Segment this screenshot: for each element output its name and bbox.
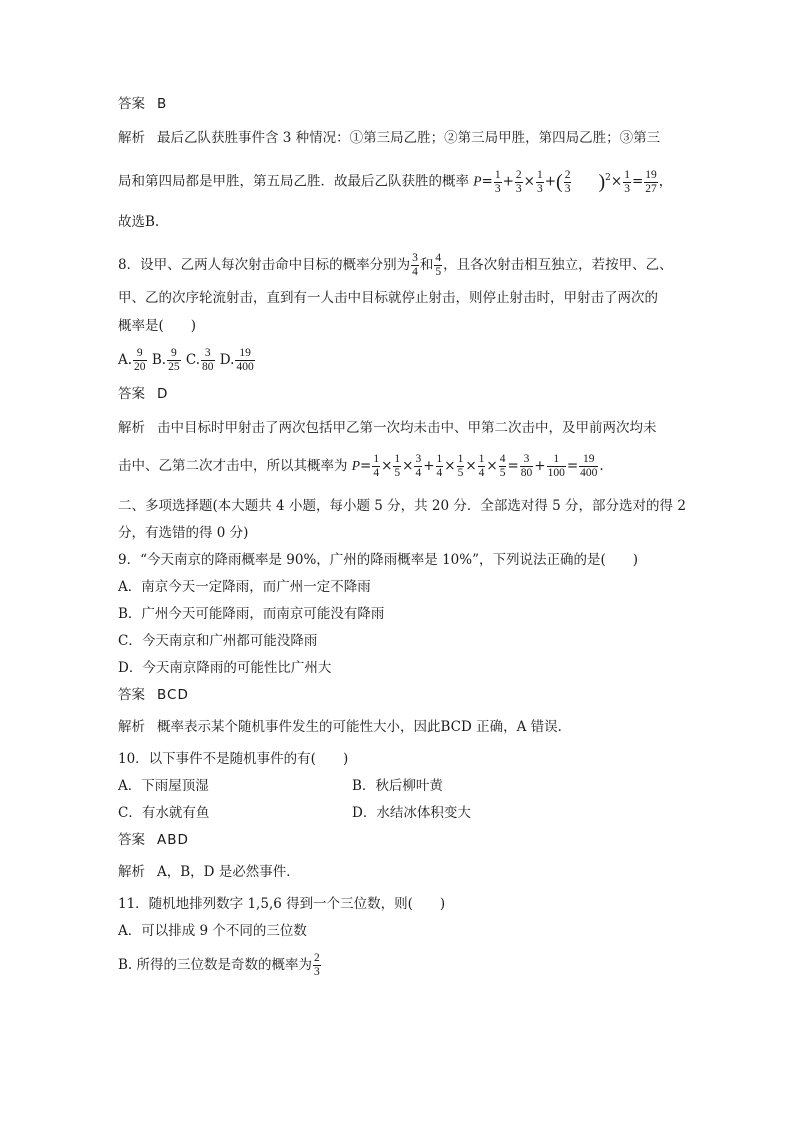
section2-heading-line1: 二、多项选择题(本大题共 4 小题，每小题 5 分，共 20 分．全部选对得 5 分，部分选对的得 2 bbox=[118, 498, 686, 514]
fraction: $\frac{3}{4}$ bbox=[412, 252, 418, 278]
q9-answer bbox=[118, 685, 189, 705]
comma: ， bbox=[658, 173, 673, 190]
analysis-text: 击中目标时甲射击了两次包括甲乙第一次均未击中、甲第二次击中，及甲前两次均未 bbox=[157, 420, 657, 436]
answer-label: 答案 bbox=[118, 687, 145, 703]
times-sign: × bbox=[523, 173, 535, 190]
q10-options-row1 bbox=[118, 776, 678, 796]
answer-label: 答案 bbox=[118, 386, 145, 402]
answer-value: B bbox=[157, 96, 168, 112]
option-b: B．秋后柳叶黄 bbox=[352, 778, 443, 794]
fraction: $\frac{1}{3}$ bbox=[494, 168, 501, 195]
q8-analysis-line2: 击中、乙第二次才击中，所以其概率为 P= $\frac{1}{4}$ × $\frac{1}{5}$ × $\frac{3}{4}$ + $\frac{1}{4}$ × $\frac{1}{5}$ × $\frac{1}{4}$ × $\frac{4}{5}$ = $\frac{3}{80}$ + $\frac{1}{100}$ = $\frac{19}{400}$ . bbox=[118, 453, 604, 479]
q8-answer bbox=[118, 384, 168, 404]
q7-answer bbox=[118, 94, 167, 114]
exponent: 2 bbox=[605, 173, 611, 183]
q8-stem-line1 bbox=[118, 250, 673, 280]
analysis-text: 击中、乙第二次才击中，所以其概率为 bbox=[118, 458, 348, 474]
equals-sign: = bbox=[360, 458, 372, 474]
q9-analysis bbox=[118, 717, 571, 737]
analysis-text: 最后乙队获胜事件含 3 种情况：①第三局乙胜；②第三局甲胜，第四局乙胜；③第三 bbox=[157, 130, 661, 146]
q9-option-a: A．南京今天一定降雨，而广州一定不降雨 bbox=[118, 579, 371, 595]
option-c: C．有水就有鱼 bbox=[118, 805, 210, 821]
option-b: B. $\frac{9}{25}$ bbox=[151, 347, 180, 373]
option-b-text: B. 所得的三位数是奇数的概率为 bbox=[118, 957, 313, 973]
option-d: D. $\frac{19}{400}$ bbox=[219, 347, 254, 373]
q11-option-b bbox=[118, 948, 322, 982]
analysis-text: A，B，D 是必然事件． bbox=[157, 864, 300, 880]
plus-sign: + bbox=[502, 173, 514, 190]
stem-text: 和 bbox=[419, 257, 434, 273]
q10-analysis bbox=[118, 862, 300, 882]
q11-stem: 11．随机地排列数字 1,5,6 得到一个三位数，则( ) bbox=[118, 896, 446, 912]
answer-value: D bbox=[157, 386, 169, 402]
prob-symbol: P bbox=[351, 458, 361, 473]
fraction: $\frac{4}{5}$ bbox=[435, 252, 442, 278]
q10-answer bbox=[118, 830, 189, 850]
option-a: A．下雨屋顶湿 bbox=[118, 778, 209, 794]
q9-stem: 9．“今天南京的降雨概率是 90%，广州的降雨概率是 10%”，下列说法正确的是( ) bbox=[118, 552, 639, 568]
answer-value: BCD bbox=[157, 687, 189, 703]
stem-text: ，且各次射击相互独立，若按甲、乙、 bbox=[443, 257, 673, 273]
section2-heading-line2: 分，有选错的得 0 分) bbox=[118, 525, 249, 541]
times-sign: × bbox=[610, 173, 623, 190]
q9-option-c: C．今天南京和广州都可能没降雨 bbox=[118, 633, 318, 649]
equals-sign: = bbox=[631, 173, 644, 190]
q8-stem-line2: 甲、乙的次序轮流射击，直到有一人击中目标就停止射击，则停止射击时，甲射击了两次的 bbox=[118, 290, 658, 306]
fraction: $\frac{2}{3}$ bbox=[515, 168, 522, 195]
q9-option-b: B．广州今天可能降雨，而南京可能没有降雨 bbox=[118, 606, 385, 622]
q11-option-a: A．可以排成 9 个不同的三位数 bbox=[118, 923, 307, 939]
stem-text: 8．设甲、乙两人每次射击命中目标的概率分别为 bbox=[118, 257, 411, 273]
answer-label: 答案 bbox=[118, 96, 145, 112]
q7-analysis-line2 bbox=[118, 162, 672, 198]
fraction: $\frac{2}{3}$ bbox=[564, 168, 571, 195]
paren-open: ( bbox=[556, 171, 563, 193]
q7-analysis-line1 bbox=[118, 128, 660, 148]
q8-options bbox=[118, 343, 256, 377]
answer-value: ABD bbox=[157, 832, 189, 848]
fraction: $\frac{19}{27}$ bbox=[645, 168, 657, 195]
option-d: D．水结冰体积变大 bbox=[352, 805, 471, 821]
q7-conclusion: 故选B. bbox=[118, 214, 160, 230]
analysis-text: 概率表示某个随机事件发生的可能性大小，因此BCD 正确，A 错误． bbox=[157, 719, 572, 735]
analysis-label: 解析 bbox=[118, 719, 145, 735]
analysis-text: 局和第四局都是甲胜，第五局乙胜．故最后乙队获胜的概率 bbox=[118, 173, 469, 190]
fraction: $\frac{1}{3}$ bbox=[624, 168, 630, 195]
analysis-label: 解析 bbox=[118, 420, 145, 436]
answer-label: 答案 bbox=[118, 832, 145, 848]
q8-analysis-line1 bbox=[118, 418, 657, 438]
analysis-label: 解析 bbox=[118, 864, 145, 880]
option-c: C. $\frac{3}{80}$ bbox=[185, 347, 214, 373]
q10-options-row2 bbox=[118, 803, 678, 823]
prob-symbol: P bbox=[473, 173, 482, 189]
q10-stem: 10．以下事件不是随机事件的有( ) bbox=[118, 751, 349, 767]
option-a: A. $\frac{9}{20}$ bbox=[118, 347, 146, 373]
fraction: $\frac{2}{3}$ bbox=[314, 952, 320, 978]
q8-stem-line3: 概率是( ) bbox=[118, 318, 197, 334]
q9-option-d: D．今天南京降雨的可能性比广州大 bbox=[118, 660, 332, 676]
equals-sign: = bbox=[481, 173, 493, 190]
analysis-label: 解析 bbox=[118, 130, 145, 146]
paren-close: ) bbox=[598, 171, 606, 193]
plus-sign: + bbox=[544, 173, 557, 190]
fraction: $\frac{1}{3}$ bbox=[536, 168, 543, 195]
